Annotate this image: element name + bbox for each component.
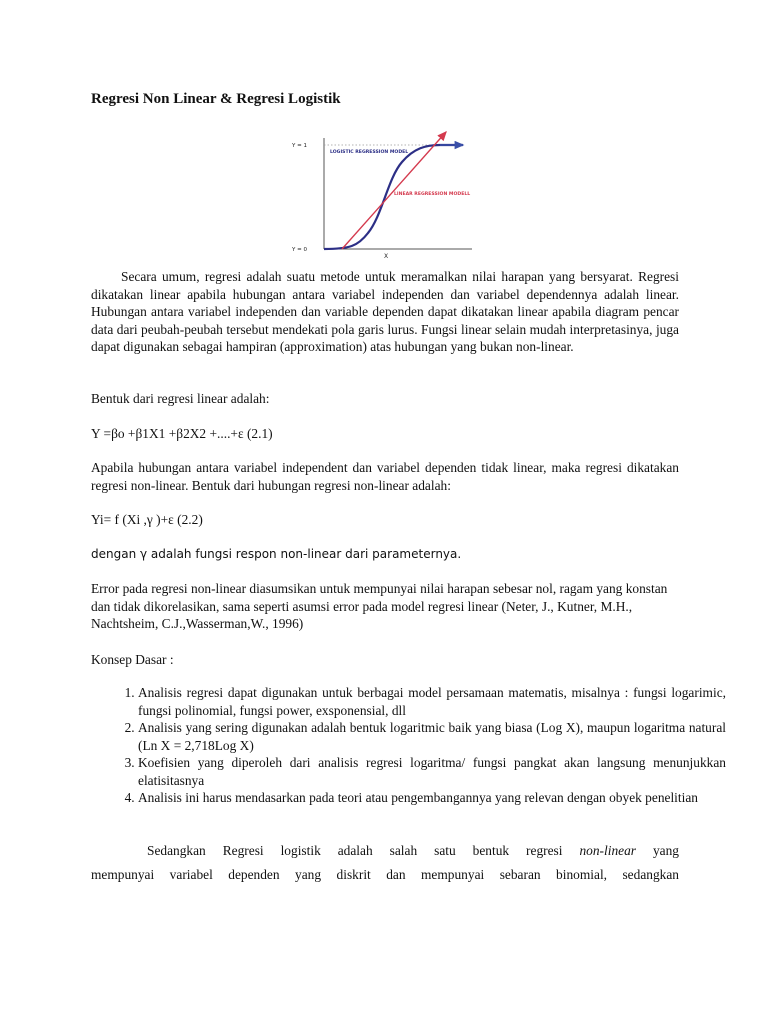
concept-item: 3. Koefisien yang diperoleh dari analisis regresi logaritma/ fungsi pangkat akan langsung menunjukkan elatisitasnya bbox=[138, 754, 726, 789]
concept-item: 1. Analisis regresi dapat digunakan untuk berbagai model persamaan matematis, misalnya : fungsi logarimic, fungsi polinomial, fungsi power, exsponensial, dll bbox=[138, 684, 726, 719]
linear-equation: Y =βo +β1X1 +β2X2 +....+ε (2.1) bbox=[91, 426, 273, 441]
logistic-text-part2: yang bbox=[635, 843, 679, 858]
y-bottom-label: Y = 0 bbox=[292, 247, 307, 253]
logistic-curve bbox=[324, 145, 463, 249]
logistic-paragraph-line1 bbox=[91, 842, 679, 859]
concept-item: 2. Analisis yang sering digunakan adalah bentuk logaritmic baik yang biasa (Log X), maupun logaritma natural (Ln X = 2,718Log X) bbox=[138, 719, 726, 754]
linear-form-intro: Bentuk dari regresi linear adalah: bbox=[91, 391, 270, 406]
logistic-paragraph-line2: mempunyai variabel dependen yang diskrit dan mempunyai sebaran binomial, sedangkan bbox=[91, 867, 679, 882]
gamma-note: dengan γ adalah fungsi respon non-linear dari parameternya. bbox=[91, 547, 462, 561]
y-top-label: Y = 1 bbox=[292, 143, 307, 149]
concepts-heading: Konsep Dasar : bbox=[91, 652, 174, 667]
concepts-list bbox=[91, 684, 726, 807]
regression-diagram bbox=[290, 128, 480, 258]
logistic-text-italic: non-linear bbox=[579, 843, 636, 858]
regression-figure bbox=[290, 128, 480, 258]
x-axis-label: X bbox=[384, 253, 389, 258]
logistic-text-part1: Sedangkan Regresi logistik adalah salah satu bentuk regresi bbox=[147, 843, 580, 858]
logistic-model-label: LOGISTIC REGRESSION MODEL bbox=[330, 150, 409, 155]
error-paragraph: Error pada regresi non-linear diasumsikan untuk mempunyai nilai harapan sebesar nol, ragam yang konstan dan tidak dikorelasikan, sama seperti asumsi error pada model regresi linear (Neter, J., Kutner, M.H., Nachtsheim, C.J.,Wasserman,W., 1996) bbox=[91, 581, 668, 631]
page-title: Regresi Non Linear & Regresi Logistik bbox=[91, 91, 341, 107]
intro-paragraph: Secara umum, regresi adalah suatu metode untuk meramalkan nilai harapan yang bersyarat. Regresi dikatakan linear apabila hubungan antara variabel independen dan variabel dependennya adalah linear. Hubungan antara variabel independen dan variable dependen dapat dikatakan linear apabila diagram pencar data dari peubah-peubah tersebut mendekati pola garis lurus. Fungsi linear selain mudah interpretasinya, juga dapat digunakan sebagai hampiran (approximation) atas hubungan yang bukan non-linear. bbox=[91, 269, 679, 354]
concept-item: 4. Analisis ini harus mendasarkan pada teori atau pengembangannya yang relevan dengan obyek penelitian bbox=[138, 789, 726, 807]
nonlinear-equation: Yi= f (Xi ,γ )+ε (2.2) bbox=[91, 512, 203, 527]
linear-model-label: LINEAR REGRESSION MODELL bbox=[394, 192, 471, 197]
nonlinear-paragraph: Apabila hubungan antara variabel independent dan variabel dependen tidak linear, maka regresi dikatakan regresi non-linear. Bentuk dari hubungan regresi non-linear adalah: bbox=[91, 460, 679, 493]
